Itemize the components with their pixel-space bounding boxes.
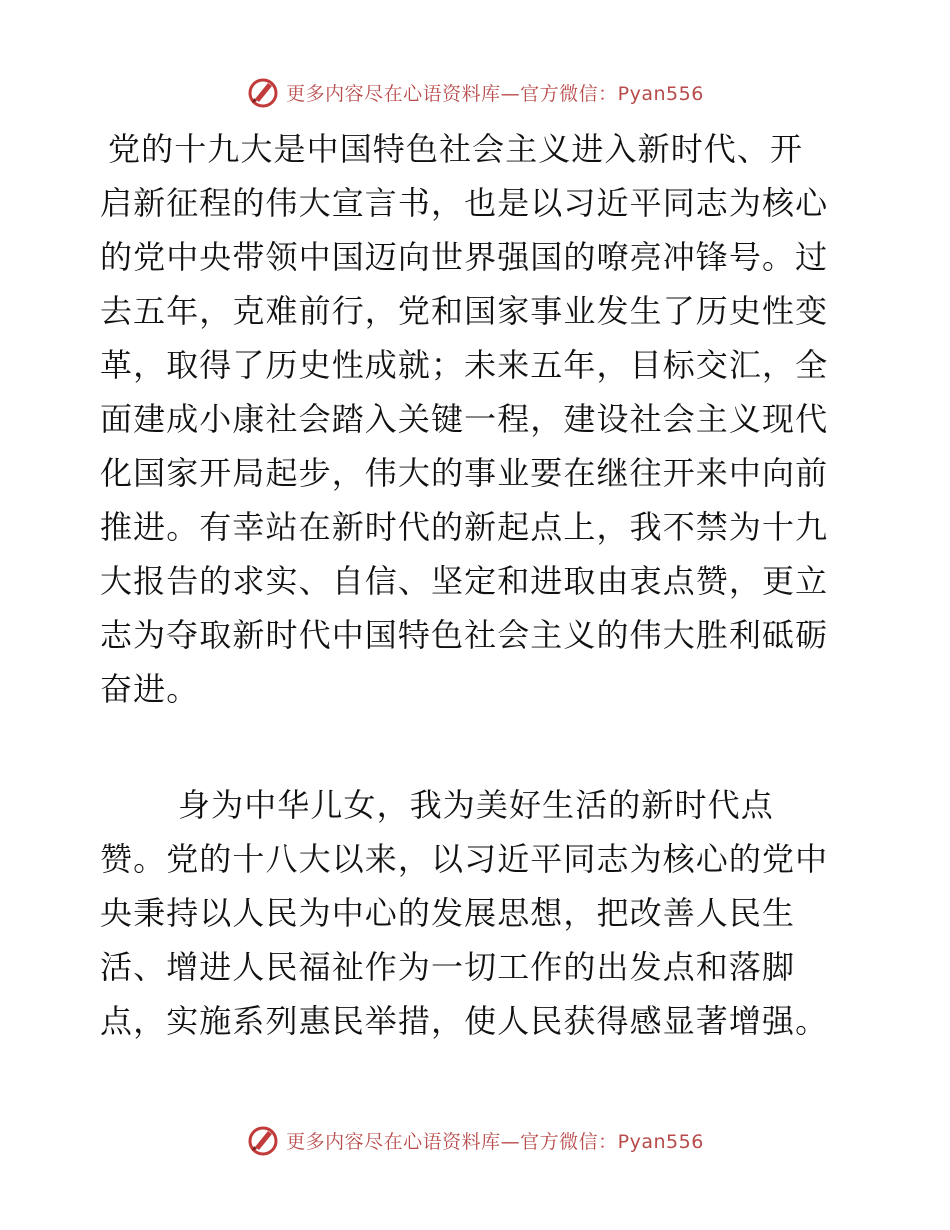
text-line: 大报告的求实、自信、坚定和进取由衷点赞，更立 <box>100 562 829 600</box>
text-line: 党的十九大是中国特色社会主义进入新时代、开 <box>108 130 804 168</box>
text-line: 志为夺取新时代中国特色社会主义的伟大胜利砥砺 <box>100 616 829 654</box>
text-line: 奋进。 <box>100 670 200 708</box>
text-line: 的党中央带领中国迈向世界强国的嘹亮冲锋号。过 <box>100 238 829 276</box>
text-line: 点，实施系列惠民举措，使人民获得感显著增强。 <box>100 1002 829 1040</box>
brand-logo-icon <box>246 1123 280 1157</box>
text-line: 启新征程的伟大宣言书，也是以习近平同志为核心 <box>100 184 829 222</box>
text-line: 化国家开局起步，伟大的事业要在继往开来中向前 <box>100 454 829 492</box>
watermark-text: 更多内容尽在心语资料库—官方微信：Pyan556 <box>286 1130 704 1153</box>
text-line: 推进。有幸站在新时代的新起点上，我不禁为十九 <box>100 508 829 546</box>
text-line: 赞。党的十八大以来，以习近平同志为核心的党中 <box>100 840 829 878</box>
text-line: 央秉持以人民为中心的发展思想，把改善人民生 <box>100 894 796 932</box>
text-line: 面建成小康社会踏入关键一程，建设社会主义现代 <box>100 400 829 438</box>
footer-watermark <box>0 1120 950 1160</box>
watermark-text: 更多内容尽在心语资料库—官方微信：Pyan556 <box>286 82 704 105</box>
brand-logo-icon <box>246 75 280 109</box>
paragraph-2 <box>100 778 848 1048</box>
paragraph-1 <box>100 122 848 716</box>
text-line: 活、增进人民福祉作为一切工作的出发点和落脚 <box>100 948 796 986</box>
text-line: 身为中华儿女，我为美好生活的新时代点 <box>178 786 774 824</box>
header-watermark <box>0 72 950 112</box>
text-line: 革，取得了历史性成就；未来五年，目标交汇，全 <box>100 346 829 384</box>
text-line: 去五年，克难前行，党和国家事业发生了历史性变 <box>100 292 829 330</box>
